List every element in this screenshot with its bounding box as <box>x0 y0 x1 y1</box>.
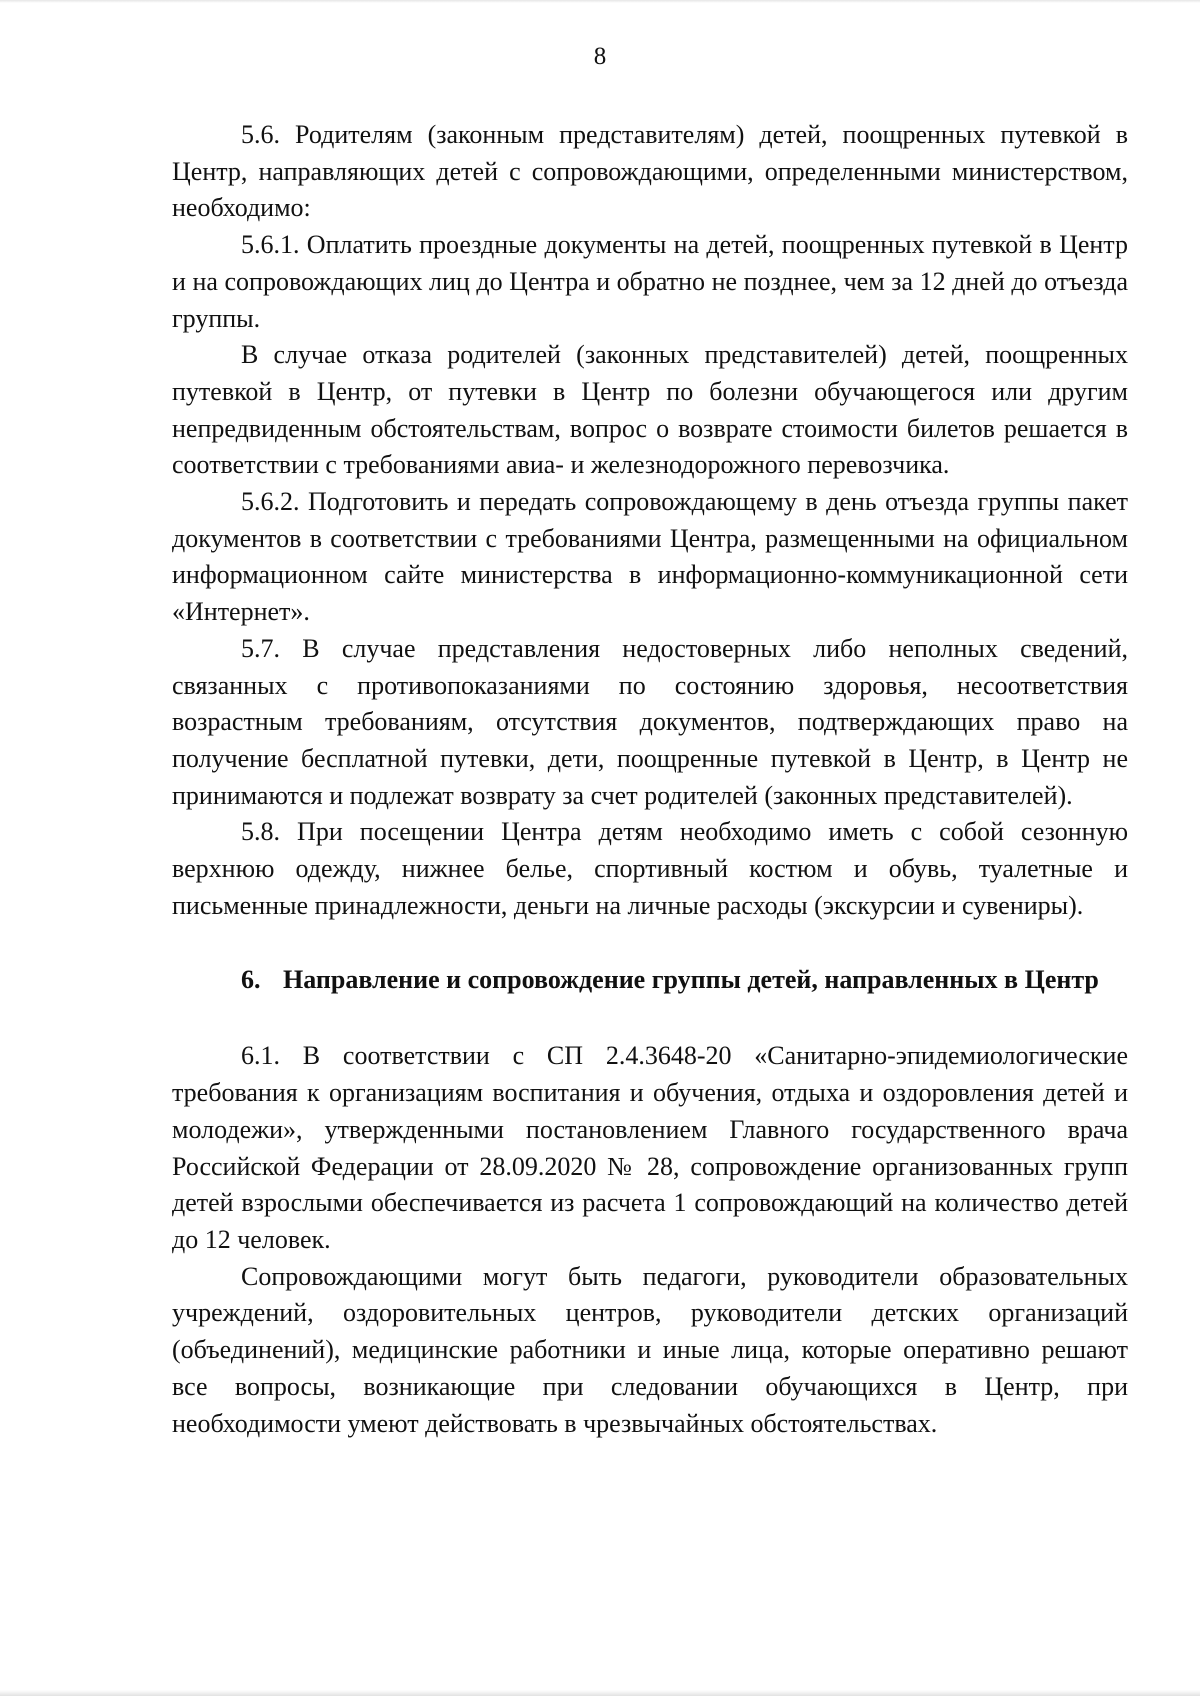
page-number: 8 <box>593 43 607 70</box>
paragraph-5-6-1-refusal: В случае отказа родителей (законных представителей) детей, поощренных путевкой в Центр, от путевки в Центр по болезни обучающегося или другим непредвиденным обстоятельствам, вопрос о возврате стоимости билетов решается в соответствии с требованиями авиа- и железнодорожного перевозчика. <box>172 340 1128 480</box>
section-6-title: Направление и сопровождение группы детей, направленных в Центр <box>283 965 1099 995</box>
paragraph-5-8: 5.8. При посещении Центра детям необходимо иметь с собой сезонную верхнюю одежду, нижнее белье, спортивный костюм и обувь, туалетные и письменные принадлежности, деньги на личные расходы (экскурсии и сувениры). <box>172 817 1128 920</box>
paragraph-5-6: 5.6. Родителям (законным представителям) детей, поощренных путевкой в Центр, направляющих детей с сопровождающими, определенными министерством, необходимо: <box>172 120 1128 223</box>
paragraph-5-6-1: 5.6.1. Оплатить проездные документы на детей, поощренных путевкой в Центр и на сопровождающих лиц до Центра и обратно не позднее, чем за 12 дней до отъезда группы. <box>172 230 1128 333</box>
paragraph-5-7: 5.7. В случае представления недостоверных либо неполных сведений, связанных с противопоказаниями по состоянию здоровья, несоответствия возрастным требованиям, отсутствия документов, подтверждающих право на получение бесплатной путевки, дети, поощренные путевкой в Центр, в Центр не принимаются и подлежат возврату за счет родителей (законных представителей). <box>172 633 1128 810</box>
scan-edge-top <box>0 0 1200 3</box>
paragraph-6-1: 6.1. В соответствии с СП 2.4.3648-20 «Санитарно-эпидемиологические требования к организациям воспитания и обучения, отдыха и оздоровления детей и молодежи», утвержденными постановлением Главного государственного врача Российской Федерации от 28.09.2020 № 28, сопровождение организованных групп детей взрослыми обеспечивается из расчета 1 сопровождающий на количество детей до 12 человек. <box>172 1041 1128 1254</box>
paragraph-6-1-escorts: Сопровождающими могут быть педагоги, руководители образовательных учреждений, оздоровительных центров, руководители детских организаций (объединений), медицинские работники и иные лица, которые оперативно решают все вопросы, возникающие при следовании обучающихся в Центр, при необходимости умеют действовать в чрезвычайных обстоятельствах. <box>172 1261 1128 1438</box>
scan-edge-bottom <box>0 1690 1200 1696</box>
section-6-number: 6. <box>241 965 261 995</box>
paragraph-5-6-2: 5.6.2. Подготовить и передать сопровождающему в день отъезда группы пакет документов в соответствии с требованиями Центра, размещенными на официальном информационном сайте министерства в информационно-коммуникационной сети «Интернет». <box>172 487 1128 627</box>
document-body <box>172 117 1128 1442</box>
section-6-heading <box>172 962 1128 998</box>
